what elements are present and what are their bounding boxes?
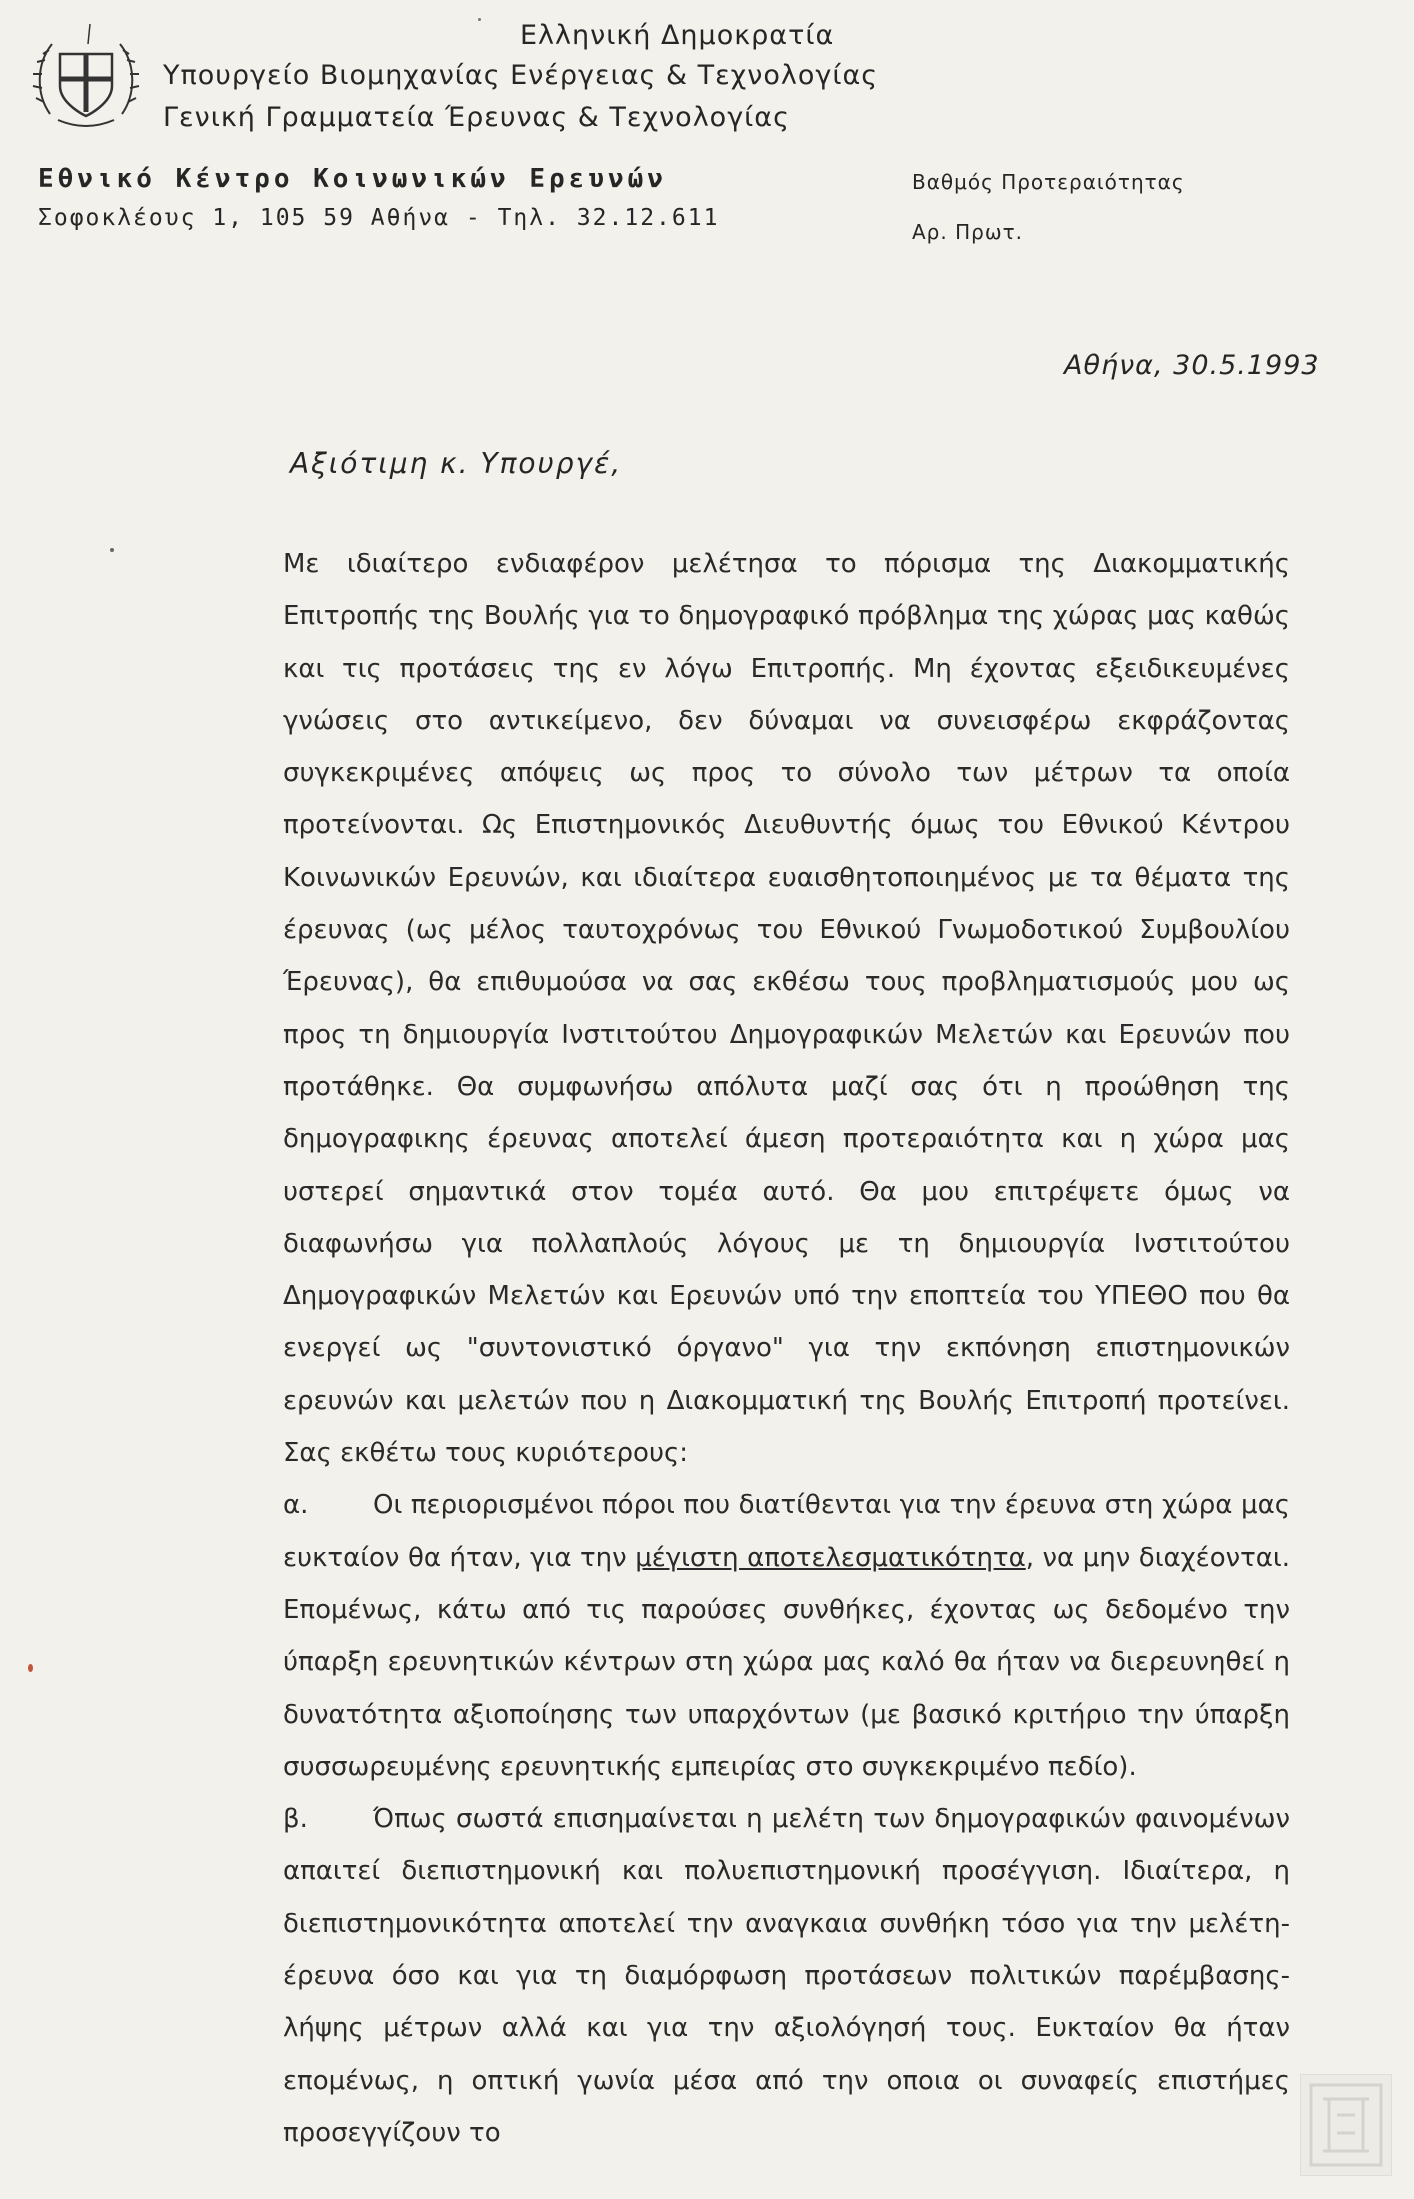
republic-heading: Ελληνική Δημοκρατία	[520, 20, 835, 51]
archive-monogram-icon	[1301, 2075, 1391, 2175]
archive-watermark	[1300, 2074, 1392, 2176]
secretariat-heading: Γενική Γραμματεία Έρευνας & Τεχνολογίας	[163, 102, 790, 133]
item-b-marker: β.	[283, 1804, 308, 1835]
item-b-paragraph	[283, 1793, 1290, 2159]
salutation: Αξιότιμη κ. Υπουργέ,	[290, 447, 623, 480]
letter-body	[283, 538, 1290, 2159]
item-a-marker: α.	[283, 1490, 309, 1521]
item-b-text: Όπως σωστά επισημαίνεται η μελέτη των δημογραφικών φαινομένων απαιτεί διεπιστημονική και πολυεπιστημονική προσέγγιση. Ιδιαίτερα, η διεπιστημονικότητα αποτελεί την αναγκαια συνθήκη τόσο για την μελέτη-έρευνα όσο και για τη διαμόρφωση προτάσεων πολιτικών παρέμβασης-λήψης μέτρων αλλά και για την αξιολόγησή τους. Ευκταίον θα ήταν επομένως, η οπτική γωνία μέσα από την οποια οι συναφείς επιστήμες προσεγγίζουν το	[283, 1804, 1290, 2148]
item-a-text-start: Οι περιορισμένοι πόροι που διατίθενται για την έρευνα στη χώρα μας ευκταίον θα ήταν, για την	[283, 1490, 1290, 1573]
item-a-paragraph	[283, 1479, 1290, 1793]
item-a-underlined-phrase: μέγιστη αποτελεσματικότητα	[635, 1542, 1026, 1573]
greek-coat-of-arms-icon	[30, 24, 142, 136]
item-a-text-end: , να μην διαχέονται. Επομένως, κάτω από τις παρούσες συνθήκες, έχοντας ως δεδομένο την ύπαρξη ερευνητικών κέντρων στη χώρα μας καλό θα ήταν να διερευνηθεί η δυνατότητα αξιοποίησης των υπαρχόντων (με βασικό κριτήριο την ύπαρξη συσσωρευμένης ερευνητικής εμπειρίας στο συγκεκριμένο πεδίο).	[283, 1542, 1290, 1782]
organization-address: Σοφοκλέους 1, 105 59 Αθήνα - Τηλ. 32.12.611	[38, 205, 720, 231]
priority-label: Βαθμός Προτεραιότητας	[912, 170, 1185, 194]
letter-date: Αθήνα, 30.5.1993	[1064, 350, 1320, 381]
ministry-heading: Υπουργείο Βιομηχανίας Ενέργειας & Τεχνολογίας	[163, 60, 879, 91]
paper-speck	[478, 18, 481, 21]
paper-speck	[110, 548, 114, 552]
protocol-label: Αρ. Πρωτ.	[912, 220, 1023, 244]
intro-paragraph: Με ιδιαίτερο ενδιαφέρον μελέτησα το πόρισμα της Διακομματικής Επιτροπής της Βουλής για το δημογραφικό πρόβλημα της χώρας μας καθώς και τις προτάσεις της εν λόγω Επιτροπής. Μη έχοντας εξειδικευμένες γνώσεις στο αντικείμενο, δεν δύναμαι να συνεισφέρω εκφράζοντας συγκεκριμένες απόψεις ως προς το σύνολο των μέτρων τα οποία προτείνονται. Ως Επιστημονικός Διευθυντής όμως του Εθνικού Κέντρου Κοινωνικών Ερευνών, και ιδιαίτερα ευαισθητοποιημένος με τα θέματα της έρευνας (ως μέλος ταυτοχρόνως του Εθνικού Γνωμοδοτικού Συμβουλίου Έρευνας), θα επιθυμούσα να σας εκθέσω τους προβληματισμούς μου ως προς τη δημιουργία Ινστιτούτου Δημογραφικών Μελετών και Ερευνών που προτάθηκε. Θα συμφωνήσω απόλυτα μαζί σας ότι η προώθηση της δημογραφικης έρευνας αποτελεί άμεση προτεραιότητα και η χώρα μας υστερεί σημαντικά στον τομέα αυτό. Θα μου επιτρέψετε όμως να διαφωνήσω για πολλαπλούς λόγους με τη δημιουργία Ινστιτούτου Δημογραφικών Μελετών και Ερευνών υπό την εποπτεία του ΥΠΕΘΟ που θα ενεργεί ως "συντονιστικό όργανο" για την εκπόνηση επιστημονικών ερευνών και μελετών που η Διακομματική της Βουλής Επιτροπή προτείνει. Σας εκθέτω τους κυριότερους:	[283, 549, 1290, 1469]
organization-heading: Εθνικό Κέντρο Κοινωνικών Ερευνών	[38, 164, 667, 194]
paper-speck	[28, 1664, 33, 1672]
